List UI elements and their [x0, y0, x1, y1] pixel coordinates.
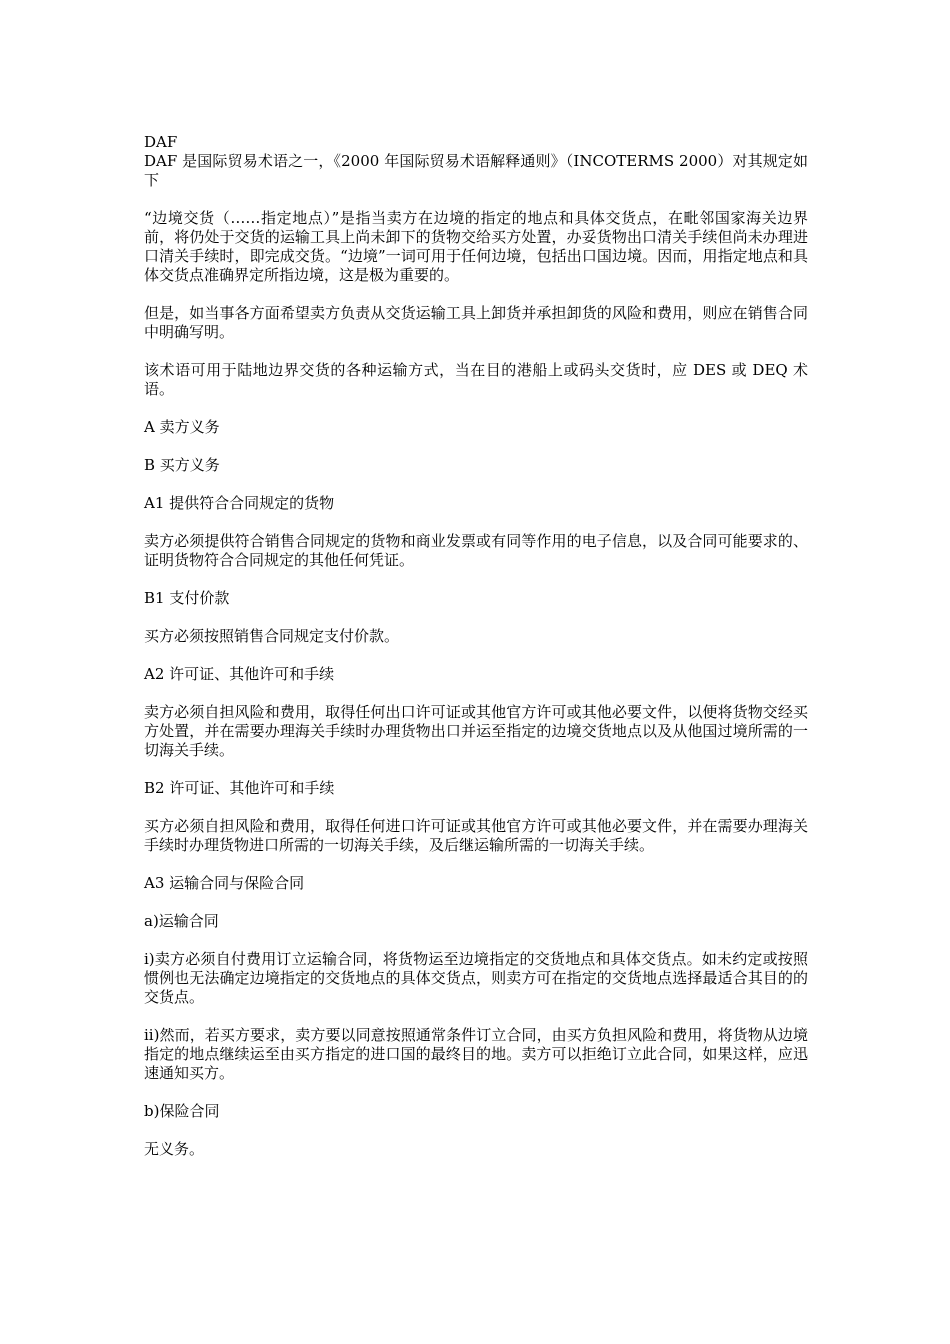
clause-heading-a3: A3 运输合同与保险合同 [144, 874, 305, 892]
clause-body-b1: 买方必须按照销售合同规定支付价款。 [144, 627, 400, 645]
usage-paragraph: 该术语可用于陆地边界交货的各种运输方式，当在目的港船上或码头交货时，应 DES 或 DEQ 术语。 [144, 361, 808, 398]
subclause-heading-transport: a)运输合同 [144, 912, 219, 930]
clause-body-a2: 卖方必须自担风险和费用，取得任何出口许可证或其他官方许可或其他必要文件，以便将货物交经买方处置，并在需要办理海关手续时办理货物出口并运至指定的边境交货地点以及从他国过境所需的一切海关手续。 [144, 703, 808, 759]
definition-paragraph: “边境交货（……指定地点）”是指当卖方在边境的指定的地点和具体交货点，在毗邻国家海关边界前，将仍处于交货的运输工具上尚未卸下的货物交给买方处置，办妥货物出口清关手续但尚未办理进口清关手续时，即完成交货。“边境”一词可用于任何边境，包括出口国边境。因而，用指定地点和具体交货点准确界定所指边境，这是极为重要的。 [144, 209, 808, 284]
unloading-paragraph: 但是，如当事各方面希望卖方负责从交货运输工具上卸货并承担卸货的风险和费用，则应在销售合同中明确写明。 [144, 304, 808, 341]
clause-heading-b1: B1 支付价款 [144, 589, 230, 607]
clause-body-a1: 卖方必须提供符合销售合同规定的货物和商业发票或有同等作用的电子信息，以及合同可能要求的、证明货物符合合同规定的其他任何凭证。 [144, 532, 808, 569]
subclause-body-insurance: 无义务。 [144, 1140, 205, 1158]
section-heading-seller: A 卖方义务 [144, 418, 220, 436]
document-title: DAF [144, 133, 178, 151]
subclause-body-transport-ii: ii)然而，若买方要求，卖方要以同意按照通常条件订立合同，由买方负担风险和费用，将货物从边境指定的地点继续运至由买方指定的进口国的最终目的地。卖方可以拒绝订立此合同，如果这样，应迅速通知买方。 [144, 1026, 808, 1082]
subclause-body-transport-i: i)卖方必须自付费用订立运输合同，将货物运至边境指定的交货地点和具体交货点。如未约定或按照惯例也无法确定边境指定的交货地点的具体交货点，则卖方可在指定的交货地点选择最适合其目的的交货点。 [144, 950, 808, 1006]
subclause-heading-insurance: b)保险合同 [144, 1102, 220, 1120]
document-page [144, 133, 808, 1159]
clause-heading-a2: A2 许可证、其他许可和手续 [144, 665, 335, 683]
clause-body-b2: 买方必须自担风险和费用，取得任何进口许可证或其他官方许可或其他必要文件，并在需要办理海关手续时办理货物进口所需的一切海关手续，及后继运输所需的一切海关手续。 [144, 817, 808, 854]
section-heading-buyer: B 买方义务 [144, 456, 220, 474]
clause-heading-a1: A1 提供符合合同规定的货物 [144, 494, 335, 512]
clause-heading-b2: B2 许可证、其他许可和手续 [144, 779, 335, 797]
intro-paragraph: DAF 是国际贸易术语之一，《2000 年国际贸易术语解释通则》（INCOTERMS 2000）对其规定如下 [144, 152, 808, 189]
